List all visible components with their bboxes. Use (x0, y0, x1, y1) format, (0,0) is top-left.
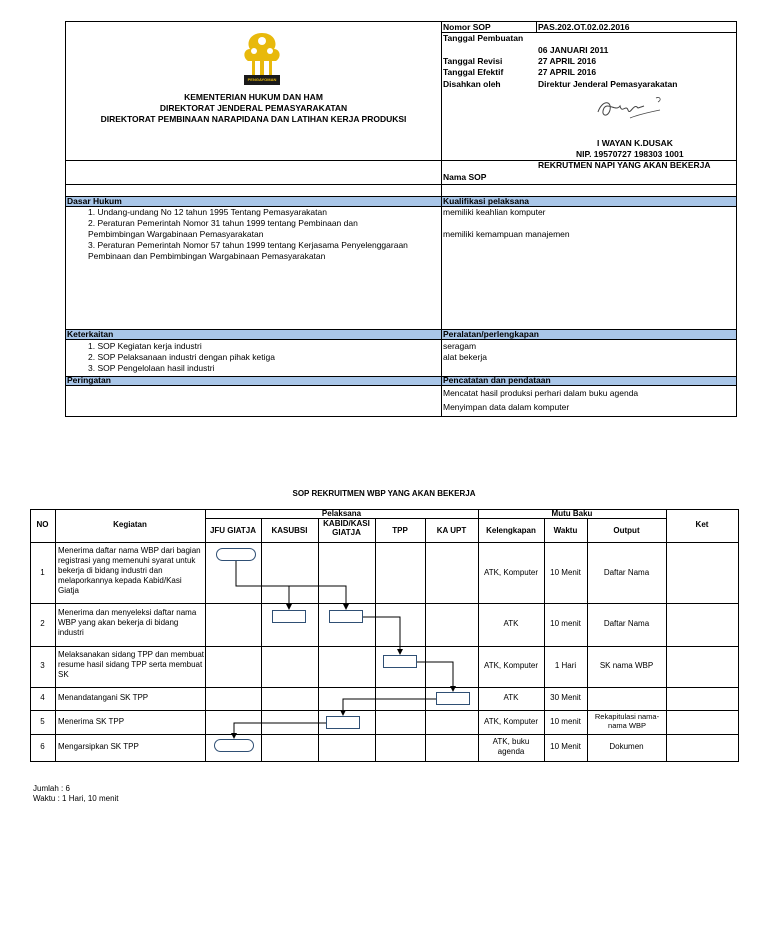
peralatan-title: Peralatan/perlengkapan (443, 329, 539, 339)
col-actor-kaupt: KA UPT (436, 526, 467, 535)
signer-name: I WAYAN K.DUSAK (597, 138, 673, 148)
ministry-line-1: KEMENTERIAN HUKUM DAN HAM (184, 92, 323, 102)
row-kegiatan: Melaksanakan sidang TPP dan membuat resume hasil sidang TPP serta membuat SK (58, 650, 205, 679)
footer-jumlah: Jumlah : 6 (33, 784, 70, 793)
pencatatan-line-2: Menyimpan data dalam komputer (443, 402, 570, 412)
ministry-line-2: DIREKTORAT JENDERAL PEMASYARAKATAN (159, 103, 348, 113)
row-kegiatan: Menandatangani SK TPP (58, 693, 149, 702)
row-no: 2 (40, 619, 45, 628)
keterkaitan-title: Keterkaitan (67, 329, 114, 339)
revised-value: 27 APRIL 2016 (538, 56, 597, 66)
col-kegiatan: Kegiatan (113, 520, 147, 529)
col-pelaksana: Pelaksana (321, 509, 362, 518)
dasar-hukum-title: Dasar Hukum (67, 196, 122, 206)
row-no: 3 (40, 661, 45, 670)
kualifikasi-title: Kualifikasi pelaksana (443, 196, 529, 206)
dasar-hukum-line-4: 3. Peraturan Pemerintah Nomor 57 tahun 1999 tentang Kerjasama Penyelenggaraan (88, 240, 408, 250)
row-waktu: 30 Menit (550, 693, 581, 702)
revised-label: Tanggal Revisi (443, 56, 503, 66)
keterkaitan-line-1: 1. SOP Kegiatan kerja industri (88, 341, 202, 351)
dasar-hukum-line-3: Pembimbingan Wargabinaan Pemasyarakatan (88, 229, 264, 239)
row-waktu: 10 menit (550, 619, 581, 628)
row-output: SK nama WBP (599, 661, 654, 670)
col-no: NO (36, 520, 49, 529)
kualifikasi-1: memiliki keahlian komputer (443, 207, 546, 217)
keterkaitan-line-2: 2. SOP Pelaksanaan industri dengan pihak ketiga (88, 352, 275, 362)
row-kegiatan: Menerima dan menyeleksi daftar nama WBP yang akan bekerja di bidang industri (58, 608, 197, 637)
sop-number-value: PAS.202.OT.02.02.2016 (538, 22, 630, 32)
col-actor-kasubsi: KASUBSI (271, 526, 308, 535)
row-waktu: 10 Menit (550, 568, 581, 577)
col-kelengkapan: Kelengkapan (486, 526, 536, 535)
col-mutu-baku: Mutu Baku (551, 509, 593, 518)
sop-name-label: Nama SOP (443, 172, 487, 182)
row-kelengkapan: ATK, Komputer (483, 661, 539, 670)
pencatatan-title: Pencatatan dan pendataan (443, 375, 551, 385)
row-kelengkapan: ATK, buku agenda (492, 737, 530, 756)
dasar-hukum-line-2: 2. Peraturan Pemerintah Nomor 31 tahun 1999 tentang Pembinaan dan (88, 218, 358, 228)
row-no: 6 (40, 742, 45, 751)
sop-number-label: Nomor SOP (443, 22, 491, 32)
row-kegiatan: Menerima SK TPP (58, 717, 125, 726)
row-output: Rekapitulasi nama-nama WBP (594, 712, 660, 730)
row-output: Daftar Nama (603, 619, 650, 628)
row-kelengkapan: ATK (503, 619, 519, 628)
keterkaitan-line-3: 3. SOP Pengelolaan hasil industri (88, 363, 215, 373)
row-no: 1 (40, 568, 45, 577)
kualifikasi-2: memiliki kemampuan manajemen (443, 229, 570, 239)
row-output: Daftar Nama (603, 568, 650, 577)
approved-value: Direktur Jenderal Pemasyarakatan (538, 79, 678, 89)
peralatan-line-2: alat bekerja (443, 352, 487, 362)
row-kegiatan: Menerima daftar nama WBP dari bagian registrasi yang memenuhi syarat untuk bekerja di bidang industri dan melaporkannya kepada Kabid/Kasi Giatja (58, 546, 201, 595)
col-output: Output (613, 526, 640, 535)
row-output: Dokumen (609, 742, 644, 751)
row-no: 4 (40, 693, 45, 702)
col-actor-kabid: KABID/KASI GIATJA (323, 519, 370, 537)
row-kelengkapan: ATK (503, 693, 519, 702)
dasar-hukum-line-5: Pembinaan dan Pembimbingan Wargabinaan Pemasyarakatan (88, 251, 326, 261)
row-kegiatan: Mengarsipkan SK TPP (58, 742, 139, 751)
footer-waktu: Waktu : 1 Hari, 10 menit (33, 794, 119, 803)
approved-label: Disahkan oleh (443, 79, 501, 89)
flow-title: SOP REKRUITMEN WBP YANG AKAN BEKERJA (292, 489, 476, 498)
pencatatan-line-1: Mencatat hasil produksi perhari dalam buku agenda (443, 388, 639, 398)
effective-label: Tanggal Efektif (443, 67, 504, 77)
sop-name-value: REKRUTMEN NAPI YANG AKAN BEKERJA (538, 160, 711, 170)
ministry-line-3: DIREKTORAT PEMBINAAN NARAPIDANA DAN LATIHAN KERJA PRODUKSI (100, 114, 407, 124)
row-waktu: 10 Menit (550, 742, 581, 751)
row-waktu: 1 Hari (554, 661, 577, 670)
created-value: 06 JANUARI 2011 (538, 45, 609, 55)
signer-nip: NIP. 19570727 198303 1001 (576, 149, 684, 159)
row-no: 5 (40, 717, 45, 726)
row-kelengkapan: ATK, Komputer (483, 568, 539, 577)
col-actor-jfu: JFU GIATJA (209, 526, 257, 535)
row-kelengkapan: ATK, Komputer (483, 717, 539, 726)
created-label: Tanggal Pembuatan (443, 33, 524, 43)
row-waktu: 10 menit (550, 717, 581, 726)
col-actor-tpp: TPP (392, 526, 408, 535)
col-ket: Ket (695, 520, 709, 529)
effective-value: 27 APRIL 2016 (538, 67, 597, 77)
logo-caption: PENGAYOMAN (247, 77, 277, 82)
col-waktu: Waktu (553, 526, 578, 535)
dasar-hukum-line-1: 1. Undang-undang No 12 tahun 1995 Tentang Pemasyarakatan (88, 207, 327, 217)
peralatan-line-1: seragam (443, 341, 477, 351)
peringatan-title: Peringatan (67, 375, 111, 385)
